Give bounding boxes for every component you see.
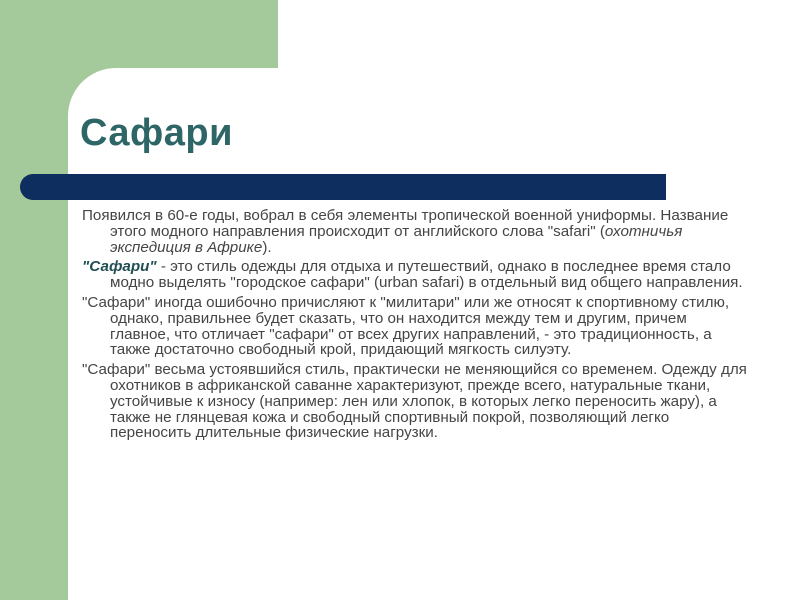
paragraph-definition [82,259,747,291]
slide-title: Сафари [80,112,233,154]
title-underline-bar [20,174,666,200]
paragraph-definition-text: - это стиль одежды для отдыха и путешествий, однако в последнее время стало модно выделять "городское сафари" (urban safari) в отдельный вид общего направления. [110,258,743,292]
slide-body [82,208,747,445]
paragraph-origin-tail: ). [262,238,272,256]
paragraph-origin-italic: охотничья экспедиция в Африке [110,222,683,256]
paragraph-definition-keyword: "Сафари" [82,258,157,276]
paragraph-comparison: "Сафари" иногда ошибочно причисляют к "милитари" или же относят к спортивному стилю, однако, правильнее будет сказать, что он находится между тем и другим, причем главное, что отличает "сафари" от всех других направлений, - это традиционность, а также достаточно свободный крой, придающий мягкость силуэту. [82,293,730,359]
paragraph-origin [82,208,747,255]
paragraph-characteristics: "Сафари" весьма устоявшийся стиль, практически не меняющийся со временем. Одежду для охотников в африканской саванне характеризуют, прежде всего, натуральные ткани, устойчивые к износу (например: лен или хлопок, в которых легко переносить жару), а также не глянцевая кожа и свободный спортивный покрой, позволяющий легко переносить длительные физические нагрузки. [82,361,747,442]
paragraph-origin-text: Появился в 60-е годы, вобрал в себя элементы тропической военной униформы. Название этого модного направления происходит от английского слова "safari" ( [82,207,729,240]
